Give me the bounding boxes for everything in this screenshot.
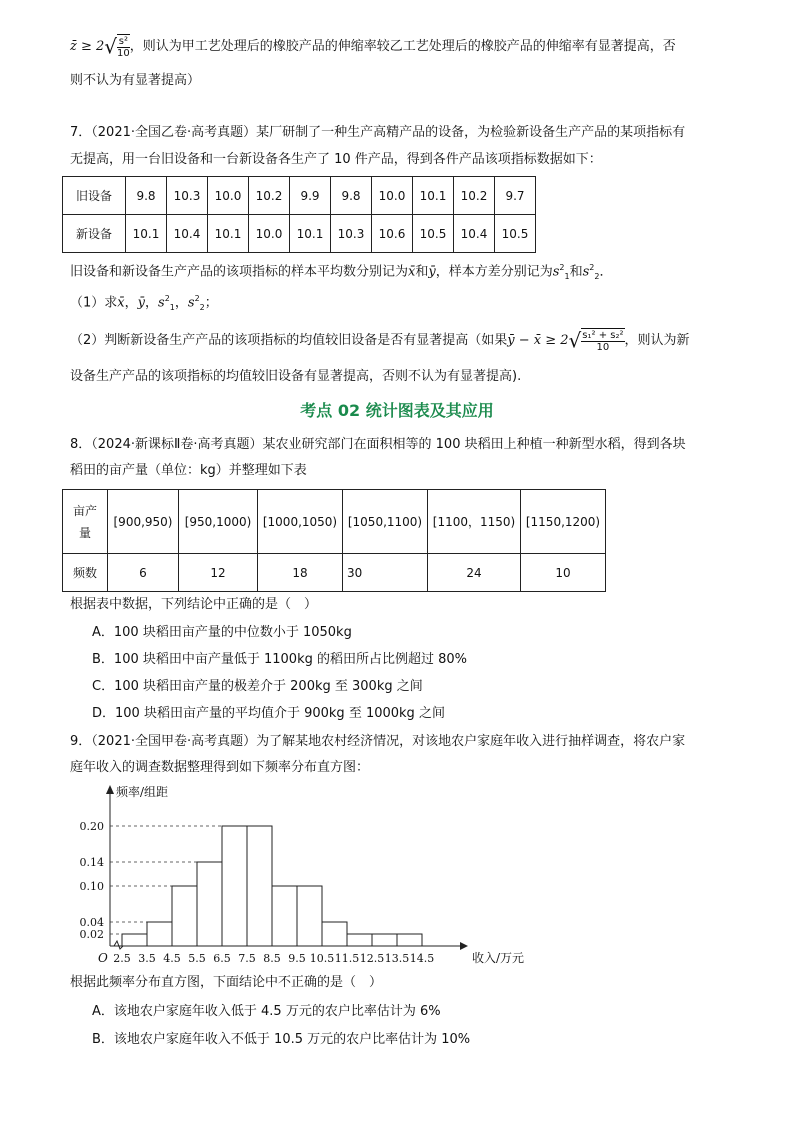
s2-sup: 2 <box>194 294 200 303</box>
q9-option-b: B．该地农户家庭年收入不低于 10.5 万元的农户比率估计为 10% <box>92 1032 471 1047</box>
part2-prefix: （2）判断新设备生产产品的该项指标的均值较旧设备是否有显著提高（如果 <box>70 333 508 348</box>
x-tick-label: 9.5 <box>288 952 306 965</box>
q7-part2-line-2: 设备生产产品的该项指标的均值较旧设备有显著提高，否则不认为有显著提高). <box>70 369 522 384</box>
q9-intro-line-1: 9．（2021·全国甲卷·高考真题）为了解某地农村经济情况，对该地农户家庭年收入进行抽样调查，将农户家 <box>70 734 686 749</box>
interval-cell: [1100，1150) <box>428 490 521 554</box>
x-tick-label: 3.5 <box>138 952 156 965</box>
s2: s <box>582 264 590 280</box>
freq-label-cell: 频数 <box>63 554 108 592</box>
origin-label: O <box>98 951 108 965</box>
table-cell: 10.2 <box>454 177 495 215</box>
histogram-bar <box>122 934 147 946</box>
freq-cell: 12 <box>179 554 258 592</box>
s1-sup: 2 <box>559 263 565 272</box>
table-cell: 10.6 <box>372 215 413 253</box>
table-cell: 10.1 <box>126 215 167 253</box>
table-row <box>63 554 606 592</box>
s2-sub: 2 <box>594 271 600 281</box>
table-cell: 10.4 <box>454 215 495 253</box>
table-cell: 10.4 <box>167 215 208 253</box>
x-tick-label: 10.5 <box>309 952 335 965</box>
x-tick-label: 6.5 <box>213 952 231 965</box>
q8-frequency-table <box>62 489 606 592</box>
table-cell: 9.7 <box>495 177 536 215</box>
y-bar: ȳ <box>137 295 145 311</box>
sqrt-numerator: s² <box>118 36 128 47</box>
q9-option-a: A．该地农户家庭年收入低于 4.5 万元的农户比率估计为 6% <box>92 1004 441 1019</box>
freq-cell: 30 <box>343 554 428 592</box>
histogram-bar <box>197 862 222 946</box>
q8-option-d: D．100 块稻田亩产量的平均值介于 900kg 至 1000kg 之间 <box>92 706 445 721</box>
q7-part2-line-1 <box>70 328 690 353</box>
histogram-bar <box>322 922 347 946</box>
frequency-histogram <box>60 780 540 970</box>
sqrt-expression: √ $\frac{\text{s²}}{10}$ <box>104 34 130 59</box>
table-cell: 10.1 <box>208 215 249 253</box>
end: ； <box>204 295 218 311</box>
interval-cell: [1050,1100) <box>343 490 428 554</box>
table-row <box>63 215 536 253</box>
x-tick-label: 5.5 <box>188 952 206 965</box>
row-label-new: 新设备 <box>63 215 126 253</box>
section-heading: 考点 02 统计图表及其应用 <box>300 401 494 420</box>
freq-cell: 6 <box>108 554 179 592</box>
x-tick-label: 12.5 <box>359 952 385 965</box>
continuation-text-1: ，则认为甲工艺处理后的橡胶产品的伸缩率较乙工艺处理后的橡胶产品的伸缩率有显著提高，否 <box>129 39 676 54</box>
q7-intro-line-2: 无提高，用一台旧设备和一台新设备各生产了 10 件产品，得到各件产品该项指标数据如下： <box>70 152 602 167</box>
part2-condition: ȳ − x̄ ≥ 2 <box>507 333 569 348</box>
sqrt-expression: √ $\frac{\text{s₁² + s₂²}}{10}$ <box>568 328 624 353</box>
sep: ， <box>174 295 188 311</box>
s2: s <box>187 295 195 311</box>
q7-stats-line <box>70 259 613 286</box>
part1-prefix: （1）求 <box>70 295 118 311</box>
x-tick-label: 2.5 <box>113 952 131 965</box>
interval-cell: [950,1000) <box>179 490 258 554</box>
q9-intro-line-2: 庭年收入的调查数据整理得到如下频率分布直方图： <box>70 760 370 775</box>
q8-option-b: B．100 块稻田中亩产量低于 1100kg 的稻田所占比例超过 80% <box>92 652 468 667</box>
y-tick-label: 0.10 <box>79 880 104 893</box>
and-text: 和 <box>569 264 583 280</box>
s1: s <box>158 295 165 311</box>
and-text: 和 <box>415 264 429 280</box>
sep: ， <box>124 295 138 311</box>
y-tick-label: 0.20 <box>79 820 104 833</box>
table-cell: 9.8 <box>331 177 372 215</box>
q8-option-c: C．100 块稻田亩产量的极差介于 200kg 至 300kg 之间 <box>92 679 423 694</box>
sqrt-denominator: 10 <box>596 342 610 353</box>
interval-cell: [1000,1050) <box>258 490 343 554</box>
s1-sup: 2 <box>164 294 170 303</box>
y-tick-label: 0.02 <box>79 928 104 941</box>
q7-stats-text-b: ，样本方差分别记为 <box>435 264 553 280</box>
table-cell: 10.3 <box>167 177 208 215</box>
y-axis-label: 频率/组距 <box>116 785 169 799</box>
x-tick-label: 14.5 <box>409 952 435 965</box>
q7-stats-text-a: 旧设备和新设备生产产品的该项指标的样本平均数分别记为 <box>70 264 409 280</box>
freq-cell: 18 <box>258 554 343 592</box>
histogram-bar <box>247 826 272 946</box>
s2-sub: 2 <box>199 302 205 312</box>
continuation-line-1 <box>70 34 676 59</box>
x-axis-arrow <box>460 942 468 950</box>
sqrt-denominator: 10 <box>117 48 130 59</box>
header-label-2: 量 <box>78 525 91 540</box>
x-bar: x̄ <box>408 264 416 280</box>
freq-cell: 24 <box>428 554 521 592</box>
y-bar: ȳ <box>428 264 436 280</box>
sqrt-numerator: s₁² + s₂² <box>582 330 624 341</box>
histogram-bar <box>372 934 397 946</box>
table-cell: 10.1 <box>413 177 454 215</box>
table-cell: 10.0 <box>249 215 290 253</box>
table-cell: 9.9 <box>290 177 331 215</box>
x-tick-label: 7.5 <box>238 952 256 965</box>
period: ． <box>599 264 613 280</box>
row-label-old: 旧设备 <box>63 177 126 215</box>
histogram-bar <box>272 886 297 946</box>
y-axis-arrow <box>106 785 114 794</box>
sep: ， <box>145 295 159 311</box>
histogram-bar <box>347 934 372 946</box>
histogram-bar <box>222 826 247 946</box>
y-tick-label: 0.04 <box>79 916 104 929</box>
s2-sup: 2 <box>589 263 595 272</box>
condition-prefix: z̄ ≥ 2 <box>70 39 105 54</box>
table-cell: 10.1 <box>290 215 331 253</box>
continuation-line-2: 则不认为有显著提高） <box>70 73 201 88</box>
table-cell: 10.3 <box>331 215 372 253</box>
histogram-bar <box>172 886 197 946</box>
x-bar: x̄ <box>117 295 125 311</box>
header-label-1: 亩产 <box>72 503 97 518</box>
interval-cell: [1150,1200) <box>521 490 606 554</box>
x-tick-label: 8.5 <box>263 952 281 965</box>
table-row <box>63 177 536 215</box>
s1: s <box>552 264 560 280</box>
table-cell: 10.0 <box>208 177 249 215</box>
s1-sub: 1 <box>169 302 175 312</box>
y-tick-label: 0.14 <box>79 856 104 869</box>
q8-option-a: A．100 块稻田亩产量的中位数小于 1050kg <box>92 625 352 640</box>
q7-data-table <box>62 176 536 253</box>
table-cell: 10.0 <box>372 177 413 215</box>
histogram-bar <box>397 934 422 946</box>
header-cell <box>63 490 108 554</box>
table-row <box>63 490 606 554</box>
part2-suffix: ，则认为新 <box>624 333 690 348</box>
q7-intro-line-1: 7．（2021·全国乙卷·高考真题）某厂研制了一种生产高精产品的设备，为检验新设备生产产品的某项指标有 <box>70 125 686 140</box>
q8-intro-line-1: 8．（2024·新课标Ⅱ卷·高考真题）某农业研究部门在面积相等的 100 块稻田上种植一种新型水稻，得到各块 <box>70 437 686 452</box>
x-axis-label: 收入/万元 <box>472 951 525 965</box>
x-tick-label: 13.5 <box>384 952 410 965</box>
interval-cell: [900,950) <box>108 490 179 554</box>
q7-part1 <box>70 290 218 317</box>
table-cell: 10.5 <box>495 215 536 253</box>
table-cell: 10.2 <box>249 177 290 215</box>
freq-cell: 10 <box>521 554 606 592</box>
x-tick-label: 11.5 <box>334 952 360 965</box>
histogram-bar <box>147 922 172 946</box>
histogram-bar <box>297 886 322 946</box>
q9-question: 根据此频率分布直方图，下面结论中不正确的是（ ） <box>70 975 383 990</box>
s1-sub: 1 <box>564 271 570 281</box>
q8-intro-line-2: 稻田的亩产量（单位：kg）并整理如下表 <box>70 463 307 478</box>
table-cell: 10.5 <box>413 215 454 253</box>
table-cell: 9.8 <box>126 177 167 215</box>
x-tick-label: 4.5 <box>163 952 181 965</box>
q8-question: 根据表中数据，下列结论中正确的是（ ） <box>70 597 318 612</box>
